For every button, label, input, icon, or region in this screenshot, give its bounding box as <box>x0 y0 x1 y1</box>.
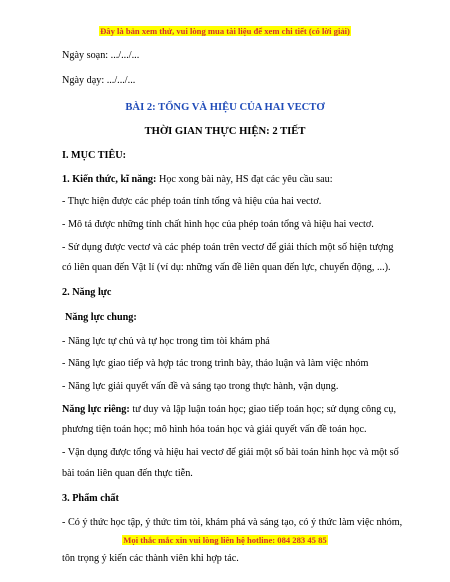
lesson-title: BÀI 2: TỔNG VÀ HIỆU CỦA HAI VECTƠ <box>125 102 325 113</box>
hotline-notice <box>0 535 450 545</box>
knowledge-item: - Sử dụng được vectơ và các phép toán trên vectơ để giải thích một số hiện tượng <box>62 242 394 253</box>
general-competence-heading: Năng lực chung: <box>65 312 137 323</box>
competence-heading: 2. Năng lực <box>62 287 112 298</box>
general-item: - Năng lực tự chủ và tự học trong tìm tòi khám phá <box>62 336 270 347</box>
specific-text-cont: phương tiện toán học; mô hình hóa toán học và giải quyết vấn đề toán học. <box>62 424 367 435</box>
lesson-duration: THỜI GIAN THỰC HIỆN: 2 TIẾT <box>144 126 306 137</box>
quality-heading: 3. Phẩm chất <box>62 493 119 504</box>
hotline-notice-text: Mọi thắc mắc xin vui lòng liên hệ hotline: 084 283 45 85 <box>123 535 327 545</box>
preview-notice-text: Đây là bản xem thử, vui lòng mua tài liệu để xem chi tiết (có lời giải) <box>100 26 350 36</box>
specific-heading: Năng lực riêng: <box>62 404 130 415</box>
specific-item: bài toán liên quan đến thực tiễn. <box>62 468 193 479</box>
knowledge-item: - Thực hiện được các phép toán tính tổng và hiệu của hai vectơ. <box>62 196 322 207</box>
knowledge-item: - Mô tả được những tính chất hình học của phép toán tổng và hiệu hai vectơ. <box>62 219 374 230</box>
specific-text: tư duy và lập luận toán học; giao tiếp toán học; sử dụng công cụ, <box>129 404 397 415</box>
knowledge-line <box>62 174 333 185</box>
general-item: - Năng lực giải quyết vấn đề và sáng tạo trong thực hành, vận dụng. <box>62 381 339 392</box>
knowledge-heading: 1. Kiến thức, kĩ năng: <box>62 174 157 185</box>
quality-item: tôn trọng ý kiến các thành viên khi hợp tác. <box>62 553 239 564</box>
date-prepare: Ngày soạn: .../.../... <box>62 50 140 61</box>
preview-notice <box>0 26 450 36</box>
date-teach: Ngày dạy: .../.../... <box>62 75 136 86</box>
specific-line <box>62 404 396 415</box>
general-item: - Năng lực giao tiếp và hợp tác trong trình bày, thảo luận và làm việc nhóm <box>62 358 369 369</box>
knowledge-item: có liên quan đến Vật lí (ví dụ: những vấn đề liên quan đến lực, chuyển động, ...). <box>62 262 391 273</box>
specific-item: - Vận dụng được tổng và hiệu hai vectơ để giải một số bài toán hình học và một số <box>62 447 399 458</box>
knowledge-intro: Học xong bài này, HS đạt các yêu cầu sau: <box>156 174 333 185</box>
section-objectives: I. MỤC TIÊU: <box>62 150 127 161</box>
quality-item: - Có ý thức học tập, ý thức tìm tòi, khám phá và sáng tạo, có ý thức làm việc nhóm, <box>62 517 403 528</box>
